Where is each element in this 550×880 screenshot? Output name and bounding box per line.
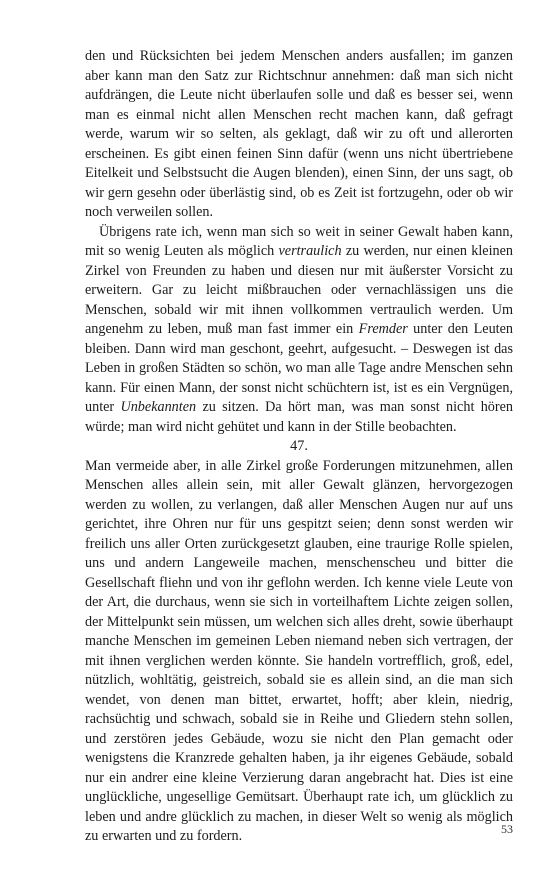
text-run: unter den Leuten bleiben. Dann wird man geschont, geehrt, aufgesucht. – Deswegen ist das Leben in großen Städten so schön, wo man alle Tage andre Menschen sehn kann. Für einen Mann, der sonst nicht schüchtern ist, ist es ein Vergnügen, unter	[85, 321, 513, 415]
paragraph-trust	[85, 223, 513, 438]
emphasis-fremder: Fremder	[358, 321, 408, 337]
text-run: zu sitzen. Da hört man, was man sonst nicht hören würde; man wird nicht gehütet und kann in der Stille beobachten.	[85, 399, 513, 435]
emphasis-unbekannten: Unbekannten	[120, 399, 197, 415]
emphasis-vertraulich: vertraulich	[278, 243, 342, 259]
paragraph-continued: den und Rücksichten bei jedem Menschen anders ausfallen; im ganzen aber kann man den Satz zur Richtschnur annehmen: daß man sich nicht aufdrängen, die Leute nicht überlaufen solle und daß es besser sei, wenn man es einmal nicht allen Menschen recht machen kann, daß gefragt werde, warum wir so selten, als geklagt, daß wir zu oft und allerorten erscheinen. Es gibt einen feinen Sinn dafür (wenn uns nicht übertriebene Eitelkeit und Selbstsucht die Augen blenden), einen Sinn, der uns sagt, ob wir gern gesehn oder überlästig sind, ob es Zeit ist fortzugehn, oder ob wir noch verweilen sollen.	[85, 48, 513, 220]
section-number: 47.	[290, 438, 308, 454]
paragraph-section-47: Man vermeide aber, in alle Zirkel große Forderungen mitzunehmen, allen Menschen alles allein sein, mit aller Gewalt glänzen, hervorgezogen werden zu wollen, zu verlangen, daß aller Menschen Augen nur auf uns gerichtet, ihre Ohren nur für uns gespitzt seien; denn sonst werden wir freilich uns aller Orten zurückgesetzt glauben, eine traurige Rolle spielen, uns und andern Langeweile machen, menschenscheu und bitter die Gesellschaft fliehn und von ihr geflohn werden. Ich kenne viele Leute von der Art, die durchaus, wenn sie sich in vorteilhaftem Lichte zeigen sollen, der Mittelpunkt sein müssen, um welchen sich alles dreht, sowie überhaupt manche Menschen im gemeinen Leben niemand neben sich vertragen, der mit ihnen verglichen werden könnte. Sie handeln vortrefflich, groß, edel, nützlich, wohltätig, geistreich, sobald sie es allein sind, an die man sich wendet, von denen man bittet, erwartet, hofft; aber klein, niedrig, rachsüchtig und schwach, sobald sie in Reihe und Gliedern stehn sollen, und zerstören jedes Gebäude, wozu sie nicht den Plan gemacht oder wenigstens die Kranzrede gehalten haben, ja ihr eigenes Gebäude, sobald nur ein andrer eine kleine Verzierung daran angebracht hat. Dies ist eine unglückliche, ungesellige Gemütsart. Überhaupt rate ich, um glücklich zu leben und andre glücklich zu machen, in dieser Welt so wenig als möglich zu erwarten und zu fordern.	[85, 457, 513, 844]
text-run: Übrigens rate ich, wenn man sich so weit in seiner Gewalt haben kann, mit so wenig Leuten als möglich	[85, 223, 513, 259]
body-text	[85, 47, 513, 847]
page-number: 53	[501, 822, 513, 836]
text-run: zu werden, nur einen kleinen Zirkel von Freunden zu haben und diesen nur mit äußerster Vorsicht zu erweitern. Gar zu leicht mißbrauchen oder vernachlässigen uns die Menschen, sobald wir mit ihnen vollkommen vertraulich werden. Um angenehm zu leben, muß man fast immer ein	[85, 243, 513, 337]
